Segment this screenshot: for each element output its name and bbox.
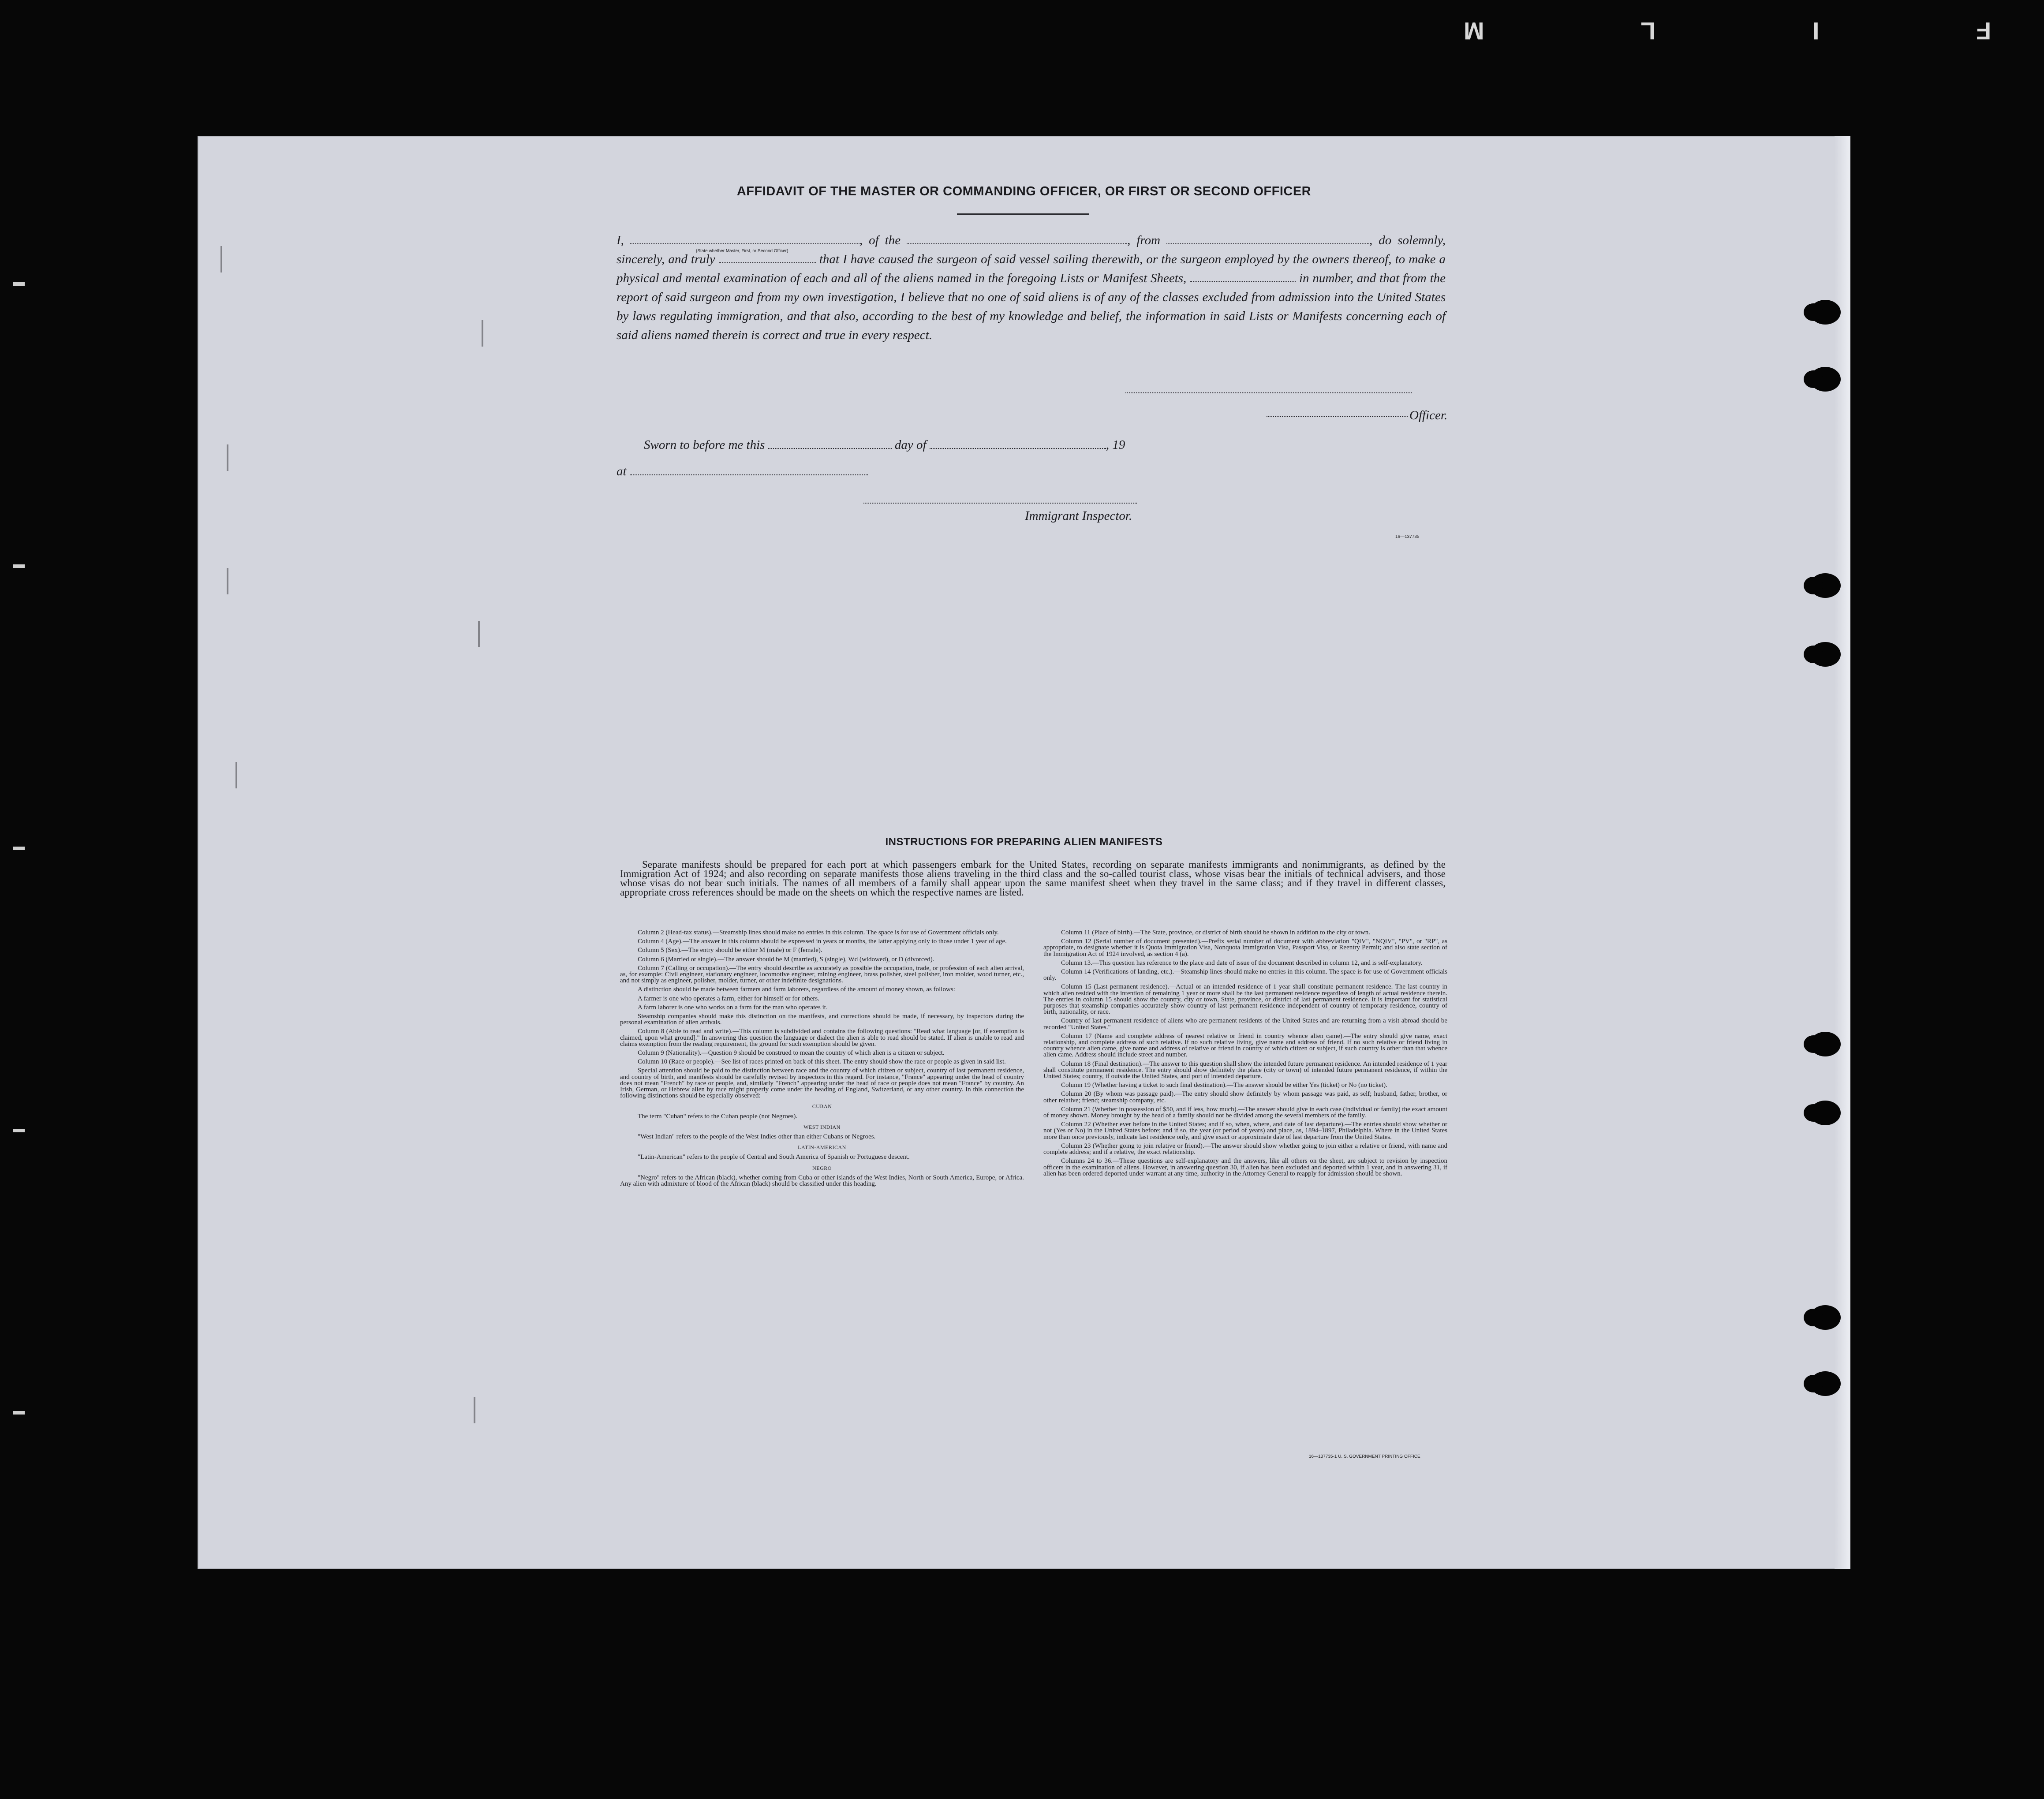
sworn-year-label: , 19: [1106, 438, 1125, 452]
instructions-left-column: [620, 929, 1024, 1190]
form-code: 16—137735: [1395, 534, 1420, 539]
page-mark: [227, 568, 228, 594]
instruction-paragraph: Steamship companies should make this distinction on the manifests, and corrections should be made, if necessary, by inspectors during the personal examination of alien arrivals.: [620, 1013, 1024, 1026]
instructions-right-column: [1043, 929, 1447, 1179]
affidavit-i: I,: [617, 233, 624, 247]
instruction-paragraph: Column 6 (Married or single).—The answer should be M (married), S (single), Wd (widowed), or D (divorced).: [638, 955, 934, 963]
instruction-paragraph: Column 17 (Name and complete address of nearest relative or friend in country whence alien came).—The entry should give name, exact relationship, and complete address of such relative. If no such relative living, give name and address of friend. If no such relative or friend living in country whence alien came, give name and address of relative or friend in country of which citizen or subject, if such country is other than that whence alien came. Address should include street and number.: [1043, 1032, 1447, 1059]
film-tick: [13, 282, 25, 286]
signature-line[interactable]: [1125, 392, 1412, 393]
officer-rank-hint: (State whether Master, First, or Second Officer): [696, 249, 788, 254]
binding-hole: [1810, 1305, 1841, 1330]
instruction-paragraph: Column 20 (By whom was passage paid).—The entry should show definitely by whom passage was paid, as self; husband, father, brother, or other relative; friend; steamship company, etc.: [1043, 1090, 1447, 1104]
binding-hole: [1810, 573, 1841, 598]
vessel-name-field[interactable]: [907, 233, 1127, 244]
sworn-line: [644, 437, 1125, 452]
instruction-paragraph: Column 22 (Whether ever before in the United States; and if so, when, where, and date of last departure).—The entries should show whether or not (Yes or No) in the United States before; and if so, the year (or period of years) and place, as, 1894–1897, Philadelphia. Where in the United States more than once previously, indicate last residence only, and give exact or approximate date of last departure from the United States.: [1043, 1121, 1447, 1141]
instruction-paragraph: Column 7 (Calling or occupation).—The entry should describe as accurately as possible the occupation, trade, or profession of each alien arrival, as, for example: Civil engineer, stationary engineer, locomotive engineer, mining engineer, brass polisher, steel polisher, iron molder, wood turner, etc., and not simply as engineer, polisher, molder, turner, or other indefinite designations.: [620, 964, 1024, 985]
affidavit-do: , do: [1369, 233, 1392, 247]
instruction-paragraph: A farmer is one who operates a farm, either for himself or for others.: [638, 995, 819, 1002]
film-tick: [13, 1411, 25, 1415]
sworn-month-field[interactable]: [930, 437, 1106, 449]
instruction-paragraph: Column 2 (Head-tax status).—Steamship lines should make no entries in this column. The space is for use of Government officials only.: [638, 929, 999, 936]
affidavit-body: [617, 231, 1446, 345]
instruction-paragraph: Column 14 (Verifications of landing, etc.).—Steamship lines should make no entries in this column. The space is for use of Government officials only.: [1043, 968, 1447, 982]
page-mark: [478, 621, 480, 647]
film-tick: [13, 1129, 25, 1132]
instructions-title: INSTRUCTIONS FOR PREPARING ALIEN MANIFESTS: [885, 836, 1163, 848]
instruction-paragraph: A farm laborer is one who works on a farm for the man who operates it.: [638, 1004, 828, 1011]
officer-label: Officer.: [1409, 408, 1448, 422]
sworn-day-field[interactable]: [768, 437, 892, 449]
instruction-paragraph: Country of last permanent residence of aliens who are permanent residents of the United States and are returning from a visit abroad should be recorded "United States.": [1043, 1017, 1447, 1031]
instruction-paragraph: Column 19 (Whether having a ticket to such final destination).—The answer should be either Yes (ticket) or No (no ticket).: [1061, 1082, 1387, 1089]
negro-text: "Negro" refers to the African (black), whether coming from Cuba or other islands of the West Indies, North or South America, Europe, or Africa. Any alien with admixture of blood of the African (black) should be classified under this heading.: [620, 1174, 1024, 1188]
affidavit-from: , from: [1127, 233, 1161, 247]
instruction-paragraph: Column 9 (Nationality).—Question 9 should be construed to mean the country of which alien is a citizen or subject.: [638, 1049, 945, 1057]
film-tick: [13, 564, 25, 568]
sworn-prefix: Sworn to before me this: [644, 438, 765, 452]
instruction-paragraph: Column 18 (Final destination).—The answer to this question shall show the intended future permanent residence. An intended residence of 1 year shall constitute permanent residence. The entry should show definitely the place (city or town) of intended future permanent residence, if within the United States; country, if outside the United States, and port of intended departure.: [1043, 1060, 1447, 1080]
binding-hole: [1810, 1371, 1841, 1396]
affidavit-number-text: in number, and that from the report of said surgeon and from my own investigation, I believe that no one of said aliens is of any of the classes excluded from admission into the United States by laws regulating immigration, and that also, according to the best of my knowledge and belief, the information in said Lists or Manifests concerning each of said aliens named therein is correct and true in every respect.: [617, 271, 1446, 342]
officer-signature-line[interactable]: [1267, 415, 1408, 417]
title-rule: [957, 213, 1089, 215]
instruction-paragraph: Column 12 (Serial number of document presented).—Prefix serial number of document with abbreviation "QIV", "NQIV", "PV", or "RP", as appropriate, to designate whether it is Quota Immigration Visa, Nonquota Immigration Visa, Passport Visa, or Reentry Permit; and also state section of the Immigration Act of 1924 involved, as section 4 (a).: [1043, 938, 1447, 958]
film-tick: [13, 847, 25, 850]
affidavit-caused-text: that I have caused the surgeon of said vessel sailing therewith, or the surgeon employed by the owners thereof, to make a physical and mental examination of each and all of the aliens named in the foregoing Lists or Manifest Sheets,: [617, 252, 1446, 285]
west-indian-text: "West Indian" refers to the people of the West Indies other than either Cubans or Negroes.: [638, 1133, 876, 1141]
instruction-paragraph: Column 8 (Able to read and write).—This column is subdivided and contains the following questions: "Read what language [or, if exemption is claimed, upon what ground]." In answering this question the language or dialect the alien is able to read should be stated. If alien is unable to read and claims exemption from the reading requirement, the ground for such exemption should be given.: [620, 1028, 1024, 1048]
instruction-paragraph: Column 4 (Age).—The answer in this column should be expressed in years or months, the latter applying only to those under 1 year of age.: [638, 938, 1007, 945]
affidavit-of-the: , of the: [859, 233, 901, 247]
affidavit-title: AFFIDAVIT OF THE MASTER OR COMMANDING OFFICER, OR FIRST OR SECOND OFFICER: [736, 184, 1312, 198]
instruction-paragraph: Special attention should be paid to the distinction between race and the country of which citizen or subject, country of last permanent residence, and country of birth, and manifests should be carefully revised by inspectors in this regard. For instance, "France" appearing under the head of country does not mean "French" by race or people, and, similarly "French" appearing under the head of race or people does not mean "France" by country. An Irish, German, or Hebrew alien by race might properly come under the heading of England, Switzerland, or any other country. In this connection the following distinctions should be especially observed:: [620, 1067, 1024, 1100]
page-mark: [220, 246, 222, 272]
at-label: at: [617, 464, 627, 478]
officer-rank-field[interactable]: [630, 233, 859, 244]
inspector-label: Immigrant Inspector.: [1025, 509, 1132, 523]
page-mark: [227, 444, 228, 471]
negro-heading: NEGRO: [812, 1164, 832, 1171]
binding-hole: [1810, 367, 1841, 392]
inspector-signature-line[interactable]: [863, 502, 1137, 504]
west-indian-heading: WEST INDIAN: [803, 1123, 841, 1130]
latin-american-text: "Latin-American" refers to the people of Central and South America of Spanish or Portuguese descent.: [638, 1153, 910, 1161]
departure-port-field[interactable]: [1166, 233, 1369, 244]
cuban-heading: CUBAN: [812, 1103, 832, 1110]
instruction-paragraph: A distinction should be made between farmers and farm laborers, regardless of the amount of money shown, as follows:: [638, 986, 955, 993]
page-mark: [482, 320, 483, 347]
at-line: [617, 464, 868, 479]
binding-hole: [1810, 1032, 1841, 1056]
page-mark: [235, 762, 237, 788]
alien-count-field[interactable]: [1190, 271, 1296, 282]
instruction-paragraph: Columns 24 to 36.—These questions are self-explanatory and the answers, like all others on the sheet, are subject to revision by inspection officers in the examination of aliens. However, in answering question 30, if alien has been excluded and deported within 1 year, and in answering 31, if alien has been ordered deported under warrant at any time, authority in the Attorney General to reapply for admission should be shown.: [1043, 1157, 1447, 1177]
instruction-paragraph: Column 11 (Place of birth).—The State, province, or district of birth should be shown in addition to the city or town.: [1061, 929, 1370, 936]
cuban-text: The term "Cuban" refers to the Cuban people (not Negroes).: [638, 1112, 798, 1120]
binding-hole: [1810, 1101, 1841, 1125]
instruction-paragraph: Column 13.—This question has reference to the place and date of issue of the document described in column 12, and is self-explanatory.: [1061, 959, 1423, 967]
binding-hole: [1810, 642, 1841, 667]
instructions-intro: Separate manifests should be prepared for each port at which passengers embark for the United States, recording on separate manifests immigrants and nonimmigrants, as defined by the Immigration Act of 1924; and also recording on separate manifests those aliens traveling in the third class and the so-called tourist class, whose visas bear the initials of technical advisers, and those whose visas do not bear such initials. The names of all members of a family shall appear upon the same manifest sheet when they travel in the same class; and if they travel in different classes, appropriate cross references should be made on the sheets on which the respective names are listed.: [620, 859, 1446, 898]
printing-office-code: 16—137735-1 U. S. GOVERNMENT PRINTING OFFICE: [1309, 1454, 1420, 1459]
instruction-paragraph: Column 15 (Last permanent residence).—Actual or an intended residence of 1 year shall constitute permanent residence. The last country in which alien resided with the intention of remaining 1 year or more shall be the last permanent residence regardless of length of actual residence therein. The entries in column 15 should show the country, city or town, State, province, or district of last permanent residence. It is important for statistical purposes that steamship companies accurately show country of last permanent residence independent of country of temporary residence, country of birth, nationality, or race.: [1043, 983, 1447, 1016]
instruction-paragraph: Column 10 (Race or people).—See list of races printed on back of this sheet. The entry should show the race or people as given in said list.: [638, 1058, 1006, 1066]
affidavit-solemnly: solemnly, sincerely, and truly: [617, 233, 1446, 266]
sworn-day-label: day of: [894, 438, 927, 452]
page-mark: [474, 1397, 475, 1423]
instruction-paragraph: Column 21 (Whether in possession of $50, and if less, how much).—The answer should give in each case (individual or family) the exact amount of money shown. Money brought by the head of a family should not be divided among the several members of the family.: [1043, 1105, 1447, 1120]
latin-american-heading: LATIN-AMERICAN: [798, 1144, 846, 1151]
page-edge: [1835, 136, 1850, 1569]
sworn-place-field[interactable]: [630, 464, 868, 475]
instruction-paragraph: Column 23 (Whether going to join relative or friend).—The answer should show whether going to join either a relative or friend, with name and complete address; and if a relative, the exact relationship.: [1043, 1142, 1447, 1156]
document-page: [198, 136, 1850, 1569]
instruction-paragraph: Column 5 (Sex).—The entry should be either M (male) or F (female).: [638, 947, 822, 954]
binding-hole: [1810, 300, 1841, 325]
film-marker: F I L M: [1388, 17, 1991, 45]
